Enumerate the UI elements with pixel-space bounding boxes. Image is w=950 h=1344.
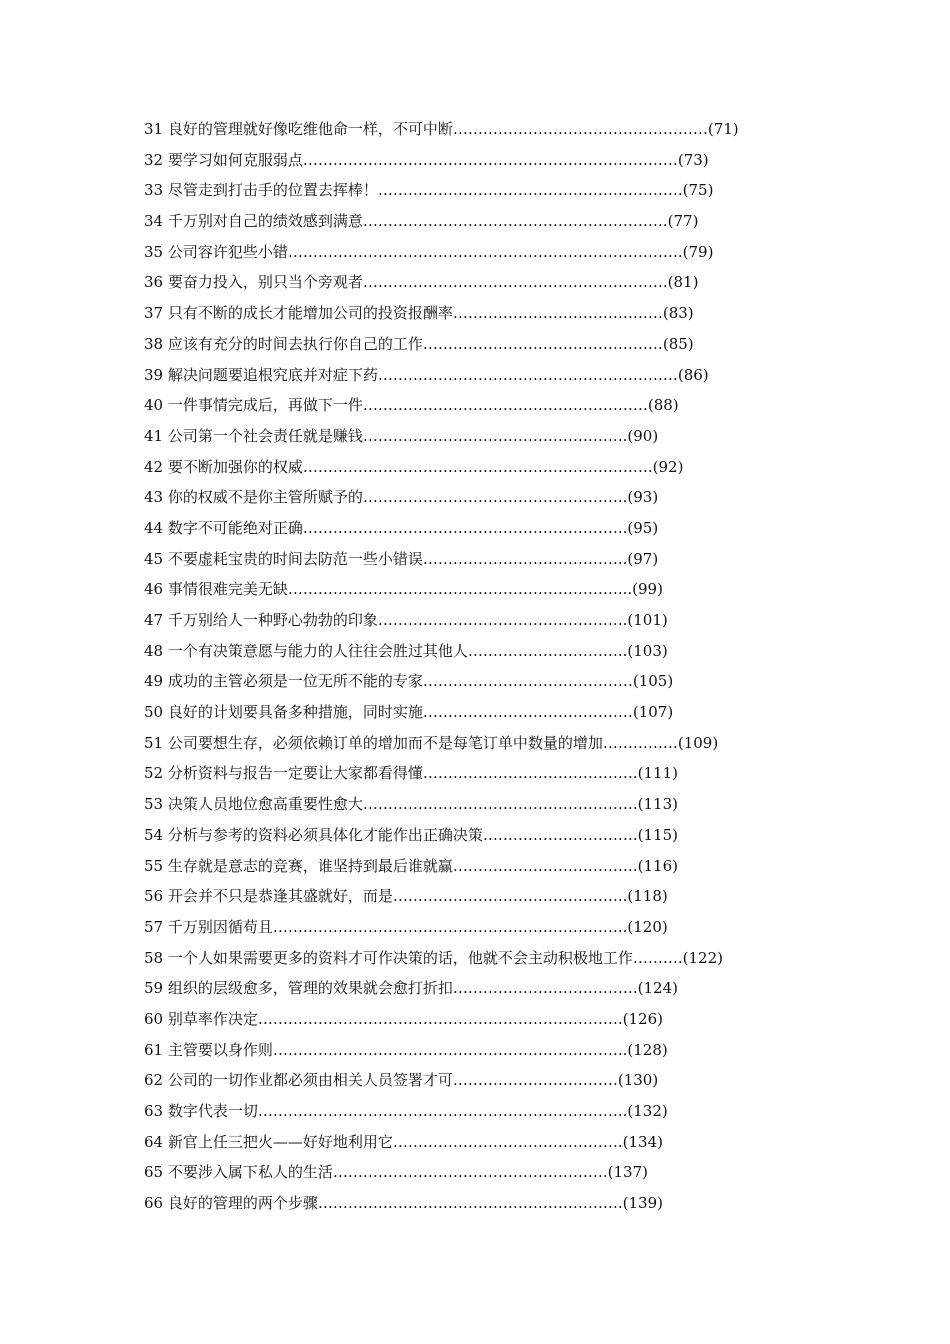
toc-entry-57: 57 千万别因循苟且……………………………………………………………..(120)	[144, 917, 668, 936]
toc-entry-50: 50 良好的计划要具备多种措施，同时实施……………………………………(107)	[144, 703, 674, 722]
toc-entry-45: 45 不要虚耗宝贵的时间去防范一些小错误…………………………………..(97)	[144, 549, 659, 568]
toc-entry-33: 33 尽管走到打击手的位置去挥棒！…………………………………………………….(75)	[144, 181, 714, 200]
toc-entry-51: 51 公司要想生存，必须依赖订单的增加而不是每笔订单中数量的增加……………(109)	[144, 733, 719, 752]
toc-entry-38: 38 应该有充分的时间去执行你自己的工作…………………………………………(85)	[144, 334, 694, 353]
toc-entry-44: 44 数字不可能绝对正确………………………………………………………..(95)	[144, 518, 659, 537]
toc-entry-40: 40 一件事情完成后，再做下一件…………………………………………………(88)	[144, 396, 679, 415]
toc-entry-49: 49 成功的主管必须是一位无所不能的专家……………………………………(105)	[144, 672, 674, 691]
toc-entry-64: 64 新官上任三把火——好好地利用它……………………………………….(134)	[144, 1132, 663, 1151]
toc-entry-46: 46 事情很难完美无缺…………………………………………………………...(99)	[144, 580, 663, 599]
toc-entry-47: 47 千万别给人一种野心勃勃的印象…………………………………………..(101)	[144, 611, 668, 629]
toc-entry-34: 34 千万别对自己的绩效感到满意…………………………………………………….(77)	[144, 212, 699, 231]
toc-entry-66: 66 良好的管理的两个步骤…………………………………………………….(139)	[144, 1194, 663, 1213]
toc-entry-58: 58 一个人如果需要更多的资料才可作决策的话，他就不会主动积极地工作……….(122)	[144, 948, 723, 967]
toc-entry-54: 54 分析与参考的资料必须具体化才能作出正确决策………………………….(115)	[144, 825, 678, 844]
toc-entry-52: 52 分析资料与报告一定要让大家都看得懂…………………………………….(111)	[144, 764, 678, 783]
toc-entry-32: 32 要学习如何克服弱点…………………………………………………………………(73)	[144, 150, 709, 169]
toc-entry-56: 56 开会并不只是恭逢其盛就好，而是………………………………………..(118)	[144, 887, 668, 906]
table-of-contents	[144, 114, 784, 1219]
toc-entry-55: 55 生存就是意志的竞赛，谁坚持到最后谁就赢……………………………….(116)	[144, 856, 678, 875]
toc-entry-62: 62 公司的一切作业都必须由相关人员签署才可……………………………(130)	[144, 1071, 659, 1090]
toc-entry-36: 36 要奋力投入，别只当个旁观者…………………………………………………….(81)	[144, 273, 699, 292]
toc-entry-53: 53 决策人员地位愈高重要性愈大……………………………………………….(113)	[144, 795, 678, 814]
toc-entry-60: 60 别草率作决定……………………………………………………………….(126)	[144, 1009, 663, 1028]
toc-entry-35: 35 公司容许犯些小错…………………………………………………………………….(79)	[144, 242, 714, 261]
toc-entry-42: 42 要不断加强你的权威…………………………………………………………….(92)	[144, 457, 684, 476]
toc-entry-39: 39 解决问题要追根究底并对症下药……………………………………………………(86)	[144, 365, 709, 384]
toc-entry-31: 31 良好的管理就好像吃维他命一样，不可中断……………………………………………(71)	[144, 120, 739, 138]
toc-entry-63: 63 数字代表一切………………………………………………………………..(132)	[144, 1102, 668, 1120]
toc-entry-43: 43 你的权威不是你主管所赋予的……………………………………………..(93)	[144, 488, 659, 507]
toc-entry-37: 37 只有不断的成长才能增加公司的投资报酬率……………………………………(83)	[144, 304, 694, 323]
toc-entry-41: 41 公司第一个社会责任就是赚钱……………………………………………..(90)	[144, 426, 659, 445]
toc-entry-61: 61 主管要以身作则……………………………………………………………..(128)	[144, 1040, 668, 1059]
toc-entry-59: 59 组织的层级愈多，管理的效果就会愈打折扣……………………………….(124)	[144, 979, 678, 998]
toc-entry-48: 48 一个有决策意愿与能力的人往往会胜过其他人…………………………..(103)	[144, 641, 668, 660]
toc-entry-65: 65 不要涉入属下私人的生活……………………………………………….(137)	[144, 1163, 648, 1182]
